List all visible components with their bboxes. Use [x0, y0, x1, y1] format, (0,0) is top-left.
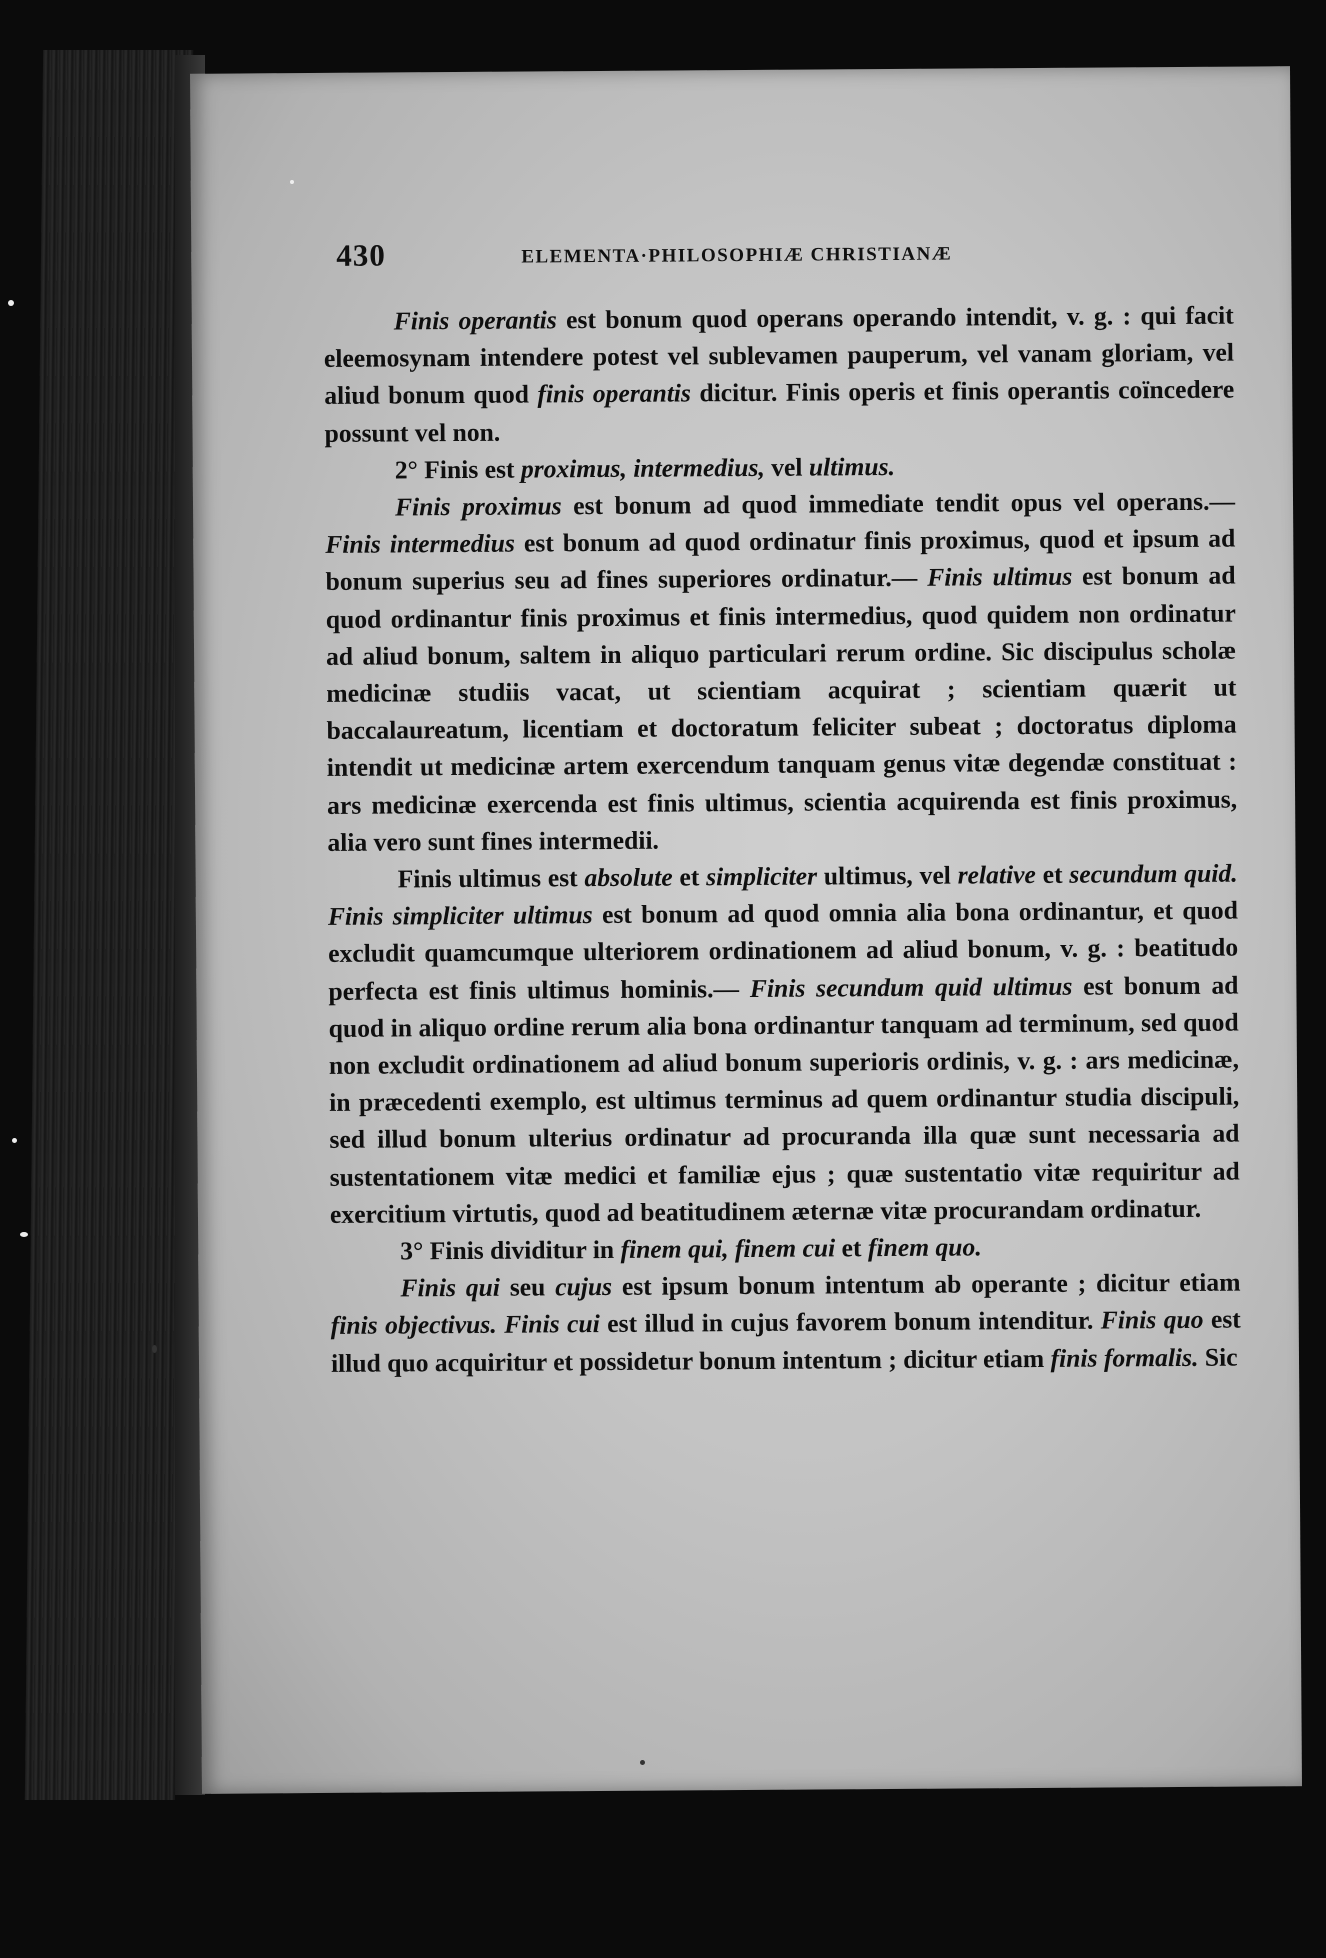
italic-term: Finis qui	[400, 1273, 501, 1303]
paragraph-finis-proximus: Finis proximus est bonum ad quod immediate tendit opus vel operans.— Finis intermedius est bonum ad quod ordinatur finis proximus, quod et ipsum ad bonum superius seu ad fines superiores ordinatur.— Finis ultimus est bonum ad quod ordinantur finis proximus et finis intermedius, quod quidem non ordinatur ad aliud bonum, saltem in aliquo particulari rerum ordine. Sic discipulus scholæ medicinæ studiis vacat, ut scientiam acquirat ; scientiam quærit ut baccalaureatum, licentiam et doctoratum feliciter subeat ; doctoratus diploma intendit ut medicinæ artem exercendum tanquam genus vitæ degendæ constituat : ars medicinæ exercenda est finis ultimus, scientia acquirenda est finis proximus, alia vero sunt fines intermedii.	[325, 486, 1238, 857]
italic-term: absolute	[584, 862, 673, 893]
scan-speck	[290, 180, 294, 184]
scan-speck	[12, 1138, 17, 1143]
italic-term: Finis operantis	[393, 305, 557, 336]
italic-term: Finis simpliciter ultimus	[327, 900, 593, 932]
italic-term: proximus, intermedius,	[520, 452, 765, 484]
italic-term: finem quo.	[867, 1232, 982, 1263]
scan-speck	[152, 1345, 157, 1353]
italic-term: finis formalis.	[1050, 1342, 1199, 1373]
scan-speck	[20, 1232, 28, 1237]
italic-term: Finis secundum quid ultimus	[749, 971, 1073, 1003]
italic-term: finis operantis	[537, 378, 692, 409]
italic-term: Finis intermedius	[325, 528, 516, 560]
book-page	[190, 66, 1302, 1794]
italic-term: ultimus.	[808, 451, 896, 482]
paragraph-division-3: 3° Finis dividitur in finem qui, finem cui et finem quo.	[400, 1232, 982, 1266]
italic-term: cujus	[555, 1272, 613, 1302]
italic-term: Finis cui	[504, 1309, 600, 1340]
italic-term: finem qui, finem cui	[620, 1233, 836, 1264]
paragraph-division-2: 2° Finis est proximus, intermedius, vel ultimus.	[394, 451, 896, 485]
italic-term: Finis proximus	[394, 491, 562, 522]
book-title: ELEMENTA·PHILOSOPHIÆ CHRISTIANÆ	[521, 243, 953, 268]
paragraph-finis-ultimus: Finis ultimus est absolute et simpliciter ultimus, vel relative et secundum quid. Finis simpliciter ultimus est bonum ad quod omnia alia bona ordinantur, et quod excludit quamcumque ulteriorem ordinationem ad aliud bonum, v. g. : beatitudo perfecta est finis ultimus hominis.— Finis secundum quid ultimus est bonum ad quod in aliquo ordine rerum alia bona ordinantur tanquam ad terminum, sed quod non excludit ordinationem ad aliud bonum superioris ordinis, v. g. : ars medicinæ, in præcedenti exemplo, est ultimus terminus ad quem ordinantur studia discipuli, sed illud bonum ulterius ordinatur ad procuranda illa quæ sunt necessaria ad sustentationem vitæ medici et familiæ ejus ; quæ sustentatio vitæ requiritur ad exercitium virtutis, quod ad beatitudinem æternæ vitæ procurandam ordinatur.	[327, 858, 1240, 1229]
italic-term: relative	[957, 860, 1036, 890]
body-text	[324, 297, 1242, 1382]
italic-term: Finis ultimus	[927, 562, 1073, 593]
page-number: 430	[336, 237, 386, 273]
paragraph-finis-qui: Finis qui seu cujus est ipsum bonum intentum ab operante ; dicitur etiam finis objectivus. Finis cui est illud in cujus favorem bonum intenditur. Finis quo est illud quo acquiritur et possidetur bonum intentum ; dicitur etiam finis formalis. Sic	[330, 1267, 1241, 1378]
italic-term: finis objectivus.	[330, 1310, 497, 1341]
scan-speck	[8, 300, 14, 306]
italic-term: secundum quid.	[1069, 858, 1238, 889]
running-head	[336, 232, 1236, 278]
italic-term: simpliciter	[706, 861, 818, 892]
paragraph-finis-operantis: Finis operantis est bonum quod operans operando intendit, v. g. : qui facit eleemosynam intendere potest vel sublevamen pauperum, vel vanam gloriam, vel aliud bonum quod finis operantis dicitur. Finis operis et finis operantis coïncedere possunt vel non.	[323, 300, 1235, 448]
italic-term: Finis quo	[1100, 1305, 1204, 1336]
page-edges-stack	[25, 50, 193, 1800]
scan-speck	[640, 1760, 645, 1765]
